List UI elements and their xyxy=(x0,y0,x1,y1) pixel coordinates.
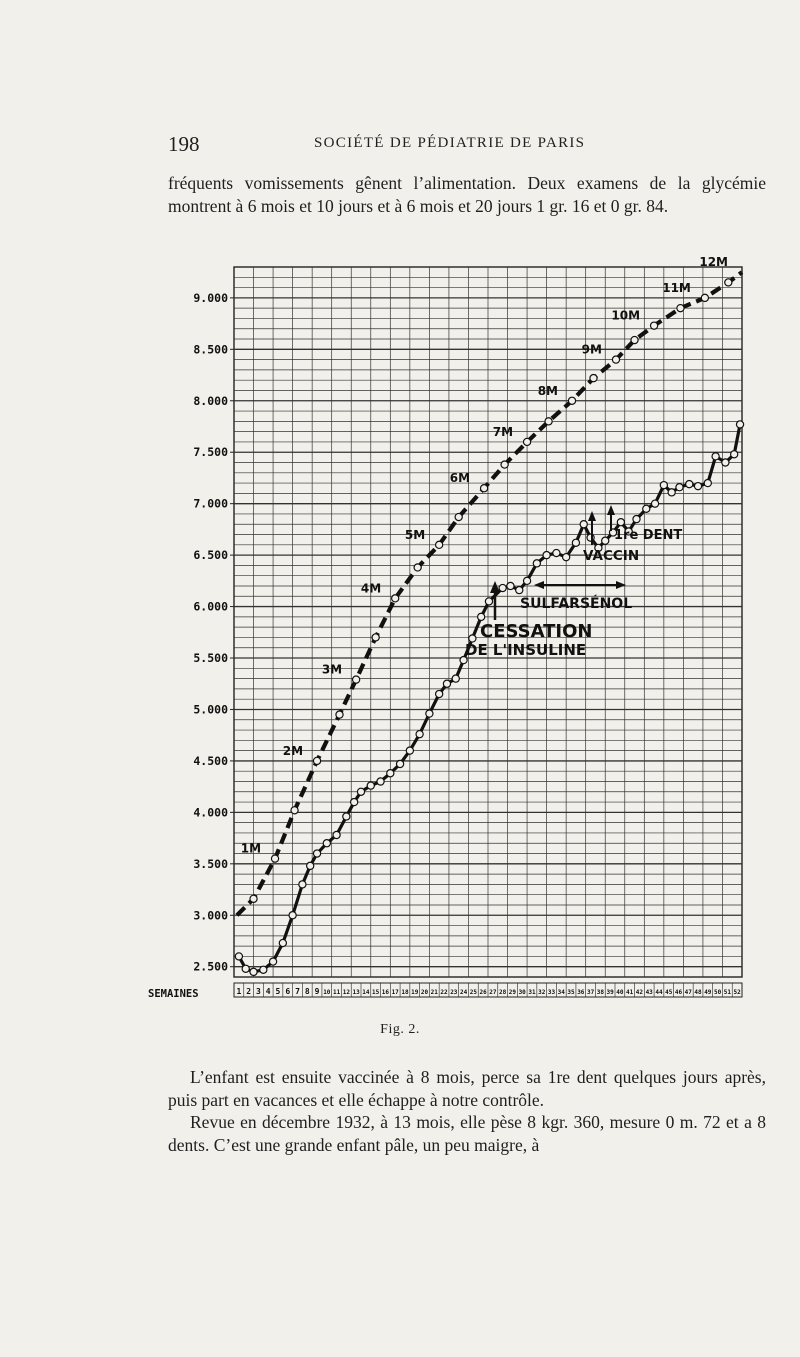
observed-point xyxy=(499,584,506,591)
annotation-premiere-dent: 1re DENT xyxy=(614,528,683,543)
observed-point xyxy=(485,598,492,605)
intro-paragraph: fréquents vomissements gênent l’alimentation. Deux examens de la glycémie montrent à 6 mois et 10 jours et à 6 mois et 20 jours 1 gr. 16 et 0 gr. 84. xyxy=(168,173,766,216)
x-tick-label: 43 xyxy=(645,989,653,996)
month-label: 8M xyxy=(537,383,559,398)
reference-point xyxy=(545,418,552,425)
y-tick-label: 7.000 xyxy=(193,496,228,511)
observed-point xyxy=(731,451,738,458)
observed-point xyxy=(343,813,350,820)
y-tick-label: 6.500 xyxy=(193,548,228,563)
annotation-vaccin: VACCIN xyxy=(583,548,640,564)
observed-point xyxy=(686,481,693,488)
x-tick-label: 36 xyxy=(577,989,585,996)
annotation-sulfarsenol: SULFARSÉNOL xyxy=(520,596,633,612)
chart-annotations xyxy=(465,505,682,659)
observed-point xyxy=(587,534,594,541)
reference-line xyxy=(237,272,742,915)
x-tick-label: 24 xyxy=(459,989,468,996)
x-tick-label: 40 xyxy=(616,989,624,996)
x-tick-label: 28 xyxy=(499,989,507,996)
x-tick-label: 35 xyxy=(567,989,575,996)
x-tick-label: 15 xyxy=(372,989,380,996)
x-tick-label: 52 xyxy=(733,989,741,996)
observed-point xyxy=(242,965,249,972)
page-number: 198 xyxy=(168,132,200,156)
observed-point xyxy=(572,539,579,546)
reference-point xyxy=(336,711,343,718)
observed-point xyxy=(507,582,514,589)
month-label: 11M xyxy=(662,280,691,295)
x-tick-label: 26 xyxy=(479,989,487,996)
y-tick-label: 5.000 xyxy=(193,702,228,717)
reference-point xyxy=(271,855,278,862)
intro-paragraph-block xyxy=(168,172,766,217)
x-tick-label: 38 xyxy=(596,989,604,996)
observed-point xyxy=(313,850,320,857)
y-tick-label: 6.000 xyxy=(193,599,228,614)
x-tick-label: 2 xyxy=(246,987,252,996)
x-tick-label: 4 xyxy=(265,987,271,996)
y-tick-label: 5.500 xyxy=(193,651,228,666)
figure-caption: Fig. 2. xyxy=(380,1022,420,1037)
x-tick-label: 51 xyxy=(723,989,731,996)
y-tick-label: 3.500 xyxy=(193,856,228,871)
x-axis-label: SEMAINES xyxy=(148,988,199,1000)
observed-point xyxy=(269,958,276,965)
x-tick-label: 19 xyxy=(411,989,419,996)
observed-point xyxy=(516,587,523,594)
observed-point xyxy=(250,968,257,975)
observed-point xyxy=(722,459,729,466)
observed-point xyxy=(533,560,540,567)
observed-point xyxy=(406,747,413,754)
reference-point xyxy=(392,595,399,602)
annotation-insuline: DE L'INSULINE xyxy=(465,641,587,659)
x-tick-label: 25 xyxy=(469,989,477,996)
month-label: 9M xyxy=(581,342,602,357)
sulfarsenol-arrow-left xyxy=(534,581,544,589)
x-tick-label: 41 xyxy=(626,989,634,996)
month-label: 1M xyxy=(240,841,262,856)
growth-chart-figure xyxy=(0,255,800,1015)
x-tick-label: 46 xyxy=(674,989,683,996)
observed-point xyxy=(299,881,306,888)
reference-point xyxy=(631,336,638,343)
observed-point xyxy=(660,482,667,489)
x-tick-label: 23 xyxy=(450,989,458,996)
y-tick-label: 9.000 xyxy=(193,290,228,305)
observed-point xyxy=(289,912,296,919)
annotation-cessation: CESSATION xyxy=(480,621,593,642)
observed-point xyxy=(416,731,423,738)
observed-point xyxy=(478,613,485,620)
reference-point xyxy=(650,322,657,329)
observed-line xyxy=(239,424,740,971)
body-text xyxy=(168,1066,766,1156)
x-tick-label: 32 xyxy=(538,989,546,996)
month-label: 10M xyxy=(611,308,641,323)
x-tick-label: 33 xyxy=(547,989,556,996)
y-tick-label: 8.000 xyxy=(193,393,228,408)
observed-point xyxy=(443,680,450,687)
observed-point xyxy=(633,516,640,523)
x-tick-label: 10 xyxy=(323,989,331,996)
page-header xyxy=(168,132,768,158)
observed-point xyxy=(351,798,358,805)
reference-point xyxy=(250,895,257,902)
x-tick-label: 17 xyxy=(391,989,399,996)
observed-point xyxy=(712,453,719,460)
x-axis-ticks xyxy=(234,983,742,997)
x-tick-label: 39 xyxy=(606,989,614,996)
x-tick-label: 50 xyxy=(713,989,722,996)
cessation-arrowhead xyxy=(490,581,500,593)
x-tick-label: 29 xyxy=(508,989,517,996)
y-tick-label: 4.000 xyxy=(193,805,228,820)
body-paragraph-1: L’enfant est ensuite vaccinée à 8 mois, perce sa 1re dent quelques jours après, puis part en vacances et elle échappe à notre contrôle. xyxy=(168,1067,766,1110)
observed-point xyxy=(436,690,443,697)
reference-point xyxy=(677,305,684,312)
observed-point xyxy=(377,778,384,785)
observed-point xyxy=(357,788,364,795)
x-tick-label: 11 xyxy=(332,989,341,996)
running-title: SOCIÉTÉ DE PÉDIATRIE DE PARIS xyxy=(314,135,586,151)
observed-point xyxy=(260,966,267,973)
observed-point xyxy=(426,710,433,717)
month-label: 5M xyxy=(404,527,426,542)
x-tick-label: 16 xyxy=(381,989,390,996)
y-tick-label: 4.500 xyxy=(193,753,228,768)
x-tick-label: 12 xyxy=(342,989,350,996)
month-label: 7M xyxy=(492,424,514,439)
reference-point xyxy=(480,485,487,492)
x-tick-label: 3 xyxy=(256,987,261,996)
x-tick-label: 5 xyxy=(275,987,281,996)
observed-point xyxy=(694,483,701,490)
observed-point xyxy=(452,675,459,682)
x-tick-label: 7 xyxy=(295,987,300,996)
x-tick-label: 20 xyxy=(420,989,429,996)
month-label: 4M xyxy=(360,581,382,596)
x-tick-label: 1 xyxy=(236,987,242,996)
reference-point xyxy=(313,757,320,764)
y-tick-label: 3.000 xyxy=(193,908,228,923)
y-tick-label: 8.500 xyxy=(193,342,228,357)
reference-point xyxy=(455,513,462,520)
observed-point xyxy=(543,552,550,559)
observed-point xyxy=(307,862,314,869)
x-tick-label: 30 xyxy=(518,989,526,996)
reference-point xyxy=(523,438,530,445)
x-tick-label: 44 xyxy=(655,989,663,996)
growth-chart xyxy=(0,255,800,1015)
observed-point xyxy=(279,939,286,946)
reference-point xyxy=(414,564,421,571)
observed-point xyxy=(580,521,587,528)
month-label: 3M xyxy=(321,662,343,677)
observed-point xyxy=(617,519,624,526)
x-tick-label: 42 xyxy=(635,989,644,996)
x-tick-label: 47 xyxy=(684,989,692,996)
reference-point xyxy=(612,356,619,363)
x-tick-label: 34 xyxy=(557,989,565,996)
observed-point xyxy=(396,760,403,767)
x-tick-label: 8 xyxy=(304,987,310,996)
month-label: 6M xyxy=(449,471,471,486)
reference-point xyxy=(353,676,360,683)
observed-point xyxy=(643,505,650,512)
x-tick-label: 48 xyxy=(694,989,702,996)
observed-point xyxy=(668,489,675,496)
reference-point xyxy=(372,634,379,641)
body-paragraph-2: Revue en décembre 1932, à 13 mois, elle pèse 8 kgr. 360, mesure 0 m. 72 et a 8 dents. C’est une grande enfant pâle, un peu maigre, à xyxy=(168,1112,766,1155)
observed-point xyxy=(333,831,340,838)
month-label: 12M xyxy=(699,255,728,270)
x-tick-label: 45 xyxy=(665,989,673,996)
x-tick-label: 18 xyxy=(401,989,409,996)
month-label: 2M xyxy=(282,743,304,758)
dent-arrowhead xyxy=(607,505,615,515)
x-tick-label: 13 xyxy=(352,989,360,996)
observed-point xyxy=(651,500,658,507)
reference-point xyxy=(568,397,575,404)
x-tick-label: 49 xyxy=(704,989,712,996)
observed-point xyxy=(736,421,743,428)
x-tick-label: 6 xyxy=(285,987,291,996)
reference-point xyxy=(701,294,708,301)
observed-point xyxy=(553,549,560,556)
x-tick-label: 9 xyxy=(314,987,320,996)
x-tick-label: 37 xyxy=(586,989,595,996)
observed-point xyxy=(367,782,374,789)
x-tick-label: 14 xyxy=(362,989,370,996)
observed-point xyxy=(676,484,683,491)
y-axis-ticks xyxy=(193,291,234,974)
reference-point xyxy=(501,461,508,468)
vaccin-arrowhead xyxy=(588,511,596,521)
y-tick-label: 7.500 xyxy=(193,445,228,460)
reference-point xyxy=(291,807,298,814)
observed-point xyxy=(602,537,609,544)
y-tick-label: 2.500 xyxy=(193,959,228,974)
x-tick-label: 31 xyxy=(528,989,536,996)
observed-point xyxy=(387,770,394,777)
reference-point xyxy=(590,375,597,382)
reference-curve xyxy=(237,272,742,915)
x-tick-label: 22 xyxy=(440,989,448,996)
reference-point xyxy=(725,279,732,286)
x-tick-label: 21 xyxy=(430,989,438,996)
x-tick-label: 27 xyxy=(489,989,497,996)
observed-point xyxy=(563,554,570,561)
reference-point xyxy=(436,541,443,548)
observed-point xyxy=(235,953,242,960)
observed-point xyxy=(523,577,530,584)
observed-point xyxy=(323,840,330,847)
observed-point xyxy=(704,479,711,486)
